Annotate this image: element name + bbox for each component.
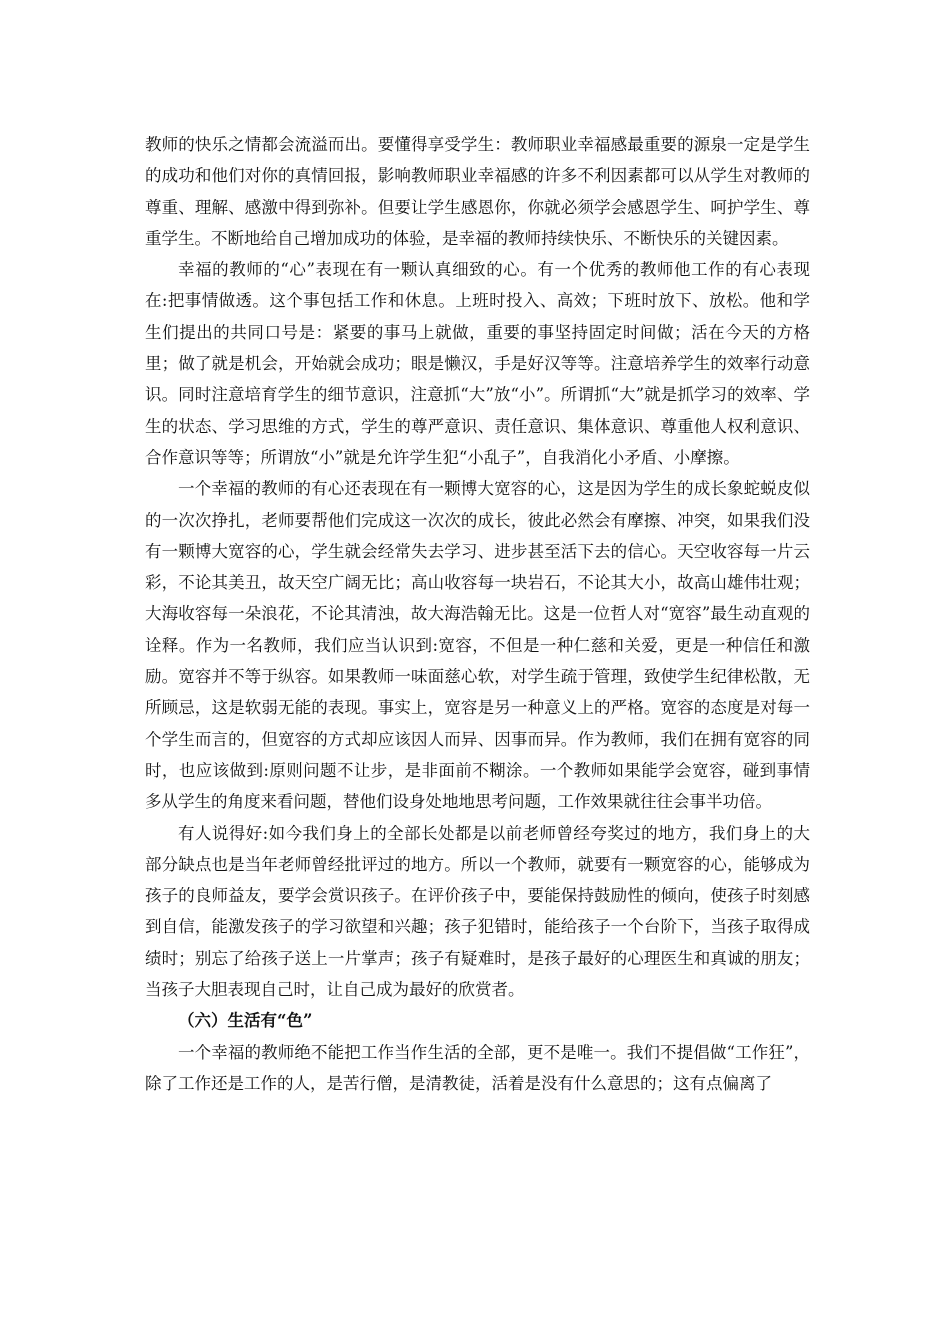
paragraph-heart: 幸福的教师的“心”表现在有一颗认真细致的心。有一个优秀的教师他工作的有心表现在:把事情做透。这个事包括工作和休息。上班时投入、高效；下班时放下、放松。他和学生们提出的共同口号是：紧要的事马上就做，重要的事坚持固定时间做；活在今天的方格里；做了就是机会，开始就会成功；眼是懒汉，手是好汉等等。注意培养学生的效率行动意识。同时注意培育学生的细节意识，注意抓“大”放“小”。所谓抓“大”就是抓学习的效率、学生的状态、学习思维的方式，学生的尊严意识、责任意识、集体意识、尊重他人权利意识、合作意识等等；所谓放“小”就是允许学生犯“小乱子”，自我消化小矛盾、小摩擦。 [145, 260, 810, 467]
paragraph-tolerance: 一个幸福的教师的有心还表现在有一颗博大宽容的心，这是因为学生的成长象蛇蜕皮似的一次次挣扎，老师要帮他们完成这一次次的成长，彼此必然会有摩擦、冲突，如果我们没有一颗博大宽容的心，学生就会经常失去学习、进步甚至活下去的信心。天空收容每一片云彩，不论其美丑，故天空广阔无比；高山收容每一块岩石，不论其大小，故高山雄伟壮观；大海收容每一朵浪花，不论其清浊，故大海浩翰无比。这是一位哲人对“宽容”最生动直观的诠释。作为一名教师，我们应当认识到:宽容，不但是一种仁慈和关爱，更是一种信任和激励。宽容并不等于纵容。如果教师一味面慈心软，对学生疏于管理，致使学生纪律松散，无所顾忌，这是软弱无能的表现。事实上，宽容是另一种意义上的严格。宽容的态度是对每一个学生而言的，但宽容的方式却应该因人而异、因事而异。作为教师，我们在拥有宽容的同时，也应该做到:原则问题不让步，是非面前不糊涂。一个教师如果能学会宽容，碰到事情多从学生的角度来看问题，替他们设身处地地思考问题，工作效果就往往会事半功倍。 [145, 479, 810, 812]
document-body [145, 129, 810, 1099]
paragraph-life: 一个幸福的教师绝不能把工作当作生活的全部，更不是唯一。我们不提倡做“工作狂”，除了工作还是工作的人，是苦行僧，是清教徒，活着是没有什么意思的；这有点偏离了 [145, 1042, 810, 1093]
section-heading: （六）生活有“色” [178, 1011, 313, 1031]
paragraph-appreciation: 有人说得好:如今我们身上的全部长处都是以前老师曾经夸奖过的地方，我们身上的大部分缺点也是当年老师曾经批评过的地方。所以一个教师，就要有一颗宽容的心，能够成为孩子的良师益友，要学会赏识孩子。在评价孩子中，要能保持鼓励性的倾向，使孩子时刻感到自信，能激发孩子的学习欲望和兴趣；孩子犯错时，能给孩子一个台阶下，当孩子取得成绩时；别忘了给孩子送上一片掌声；孩子有疑难时，是孩子最好的心理医生和真诚的朋友；当孩子大胆表现自己时，让自己成为最好的欣赏者。 [145, 823, 810, 1000]
paragraph-continuation: 教师的快乐之情都会流溢而出。要懂得享受学生：教师职业幸福感最重要的源泉一定是学生的成功和他们对你的真情回报，影响教师职业幸福感的许多不利因素都可以从学生对教师的尊重、理解、感激中得到弥补。但要让学生感恩你，你就必须学会感恩学生、呵护学生、尊重学生。不断地给自己增加成功的体验，是幸福的教师持续快乐、不断快乐的关键因素。 [145, 135, 810, 248]
